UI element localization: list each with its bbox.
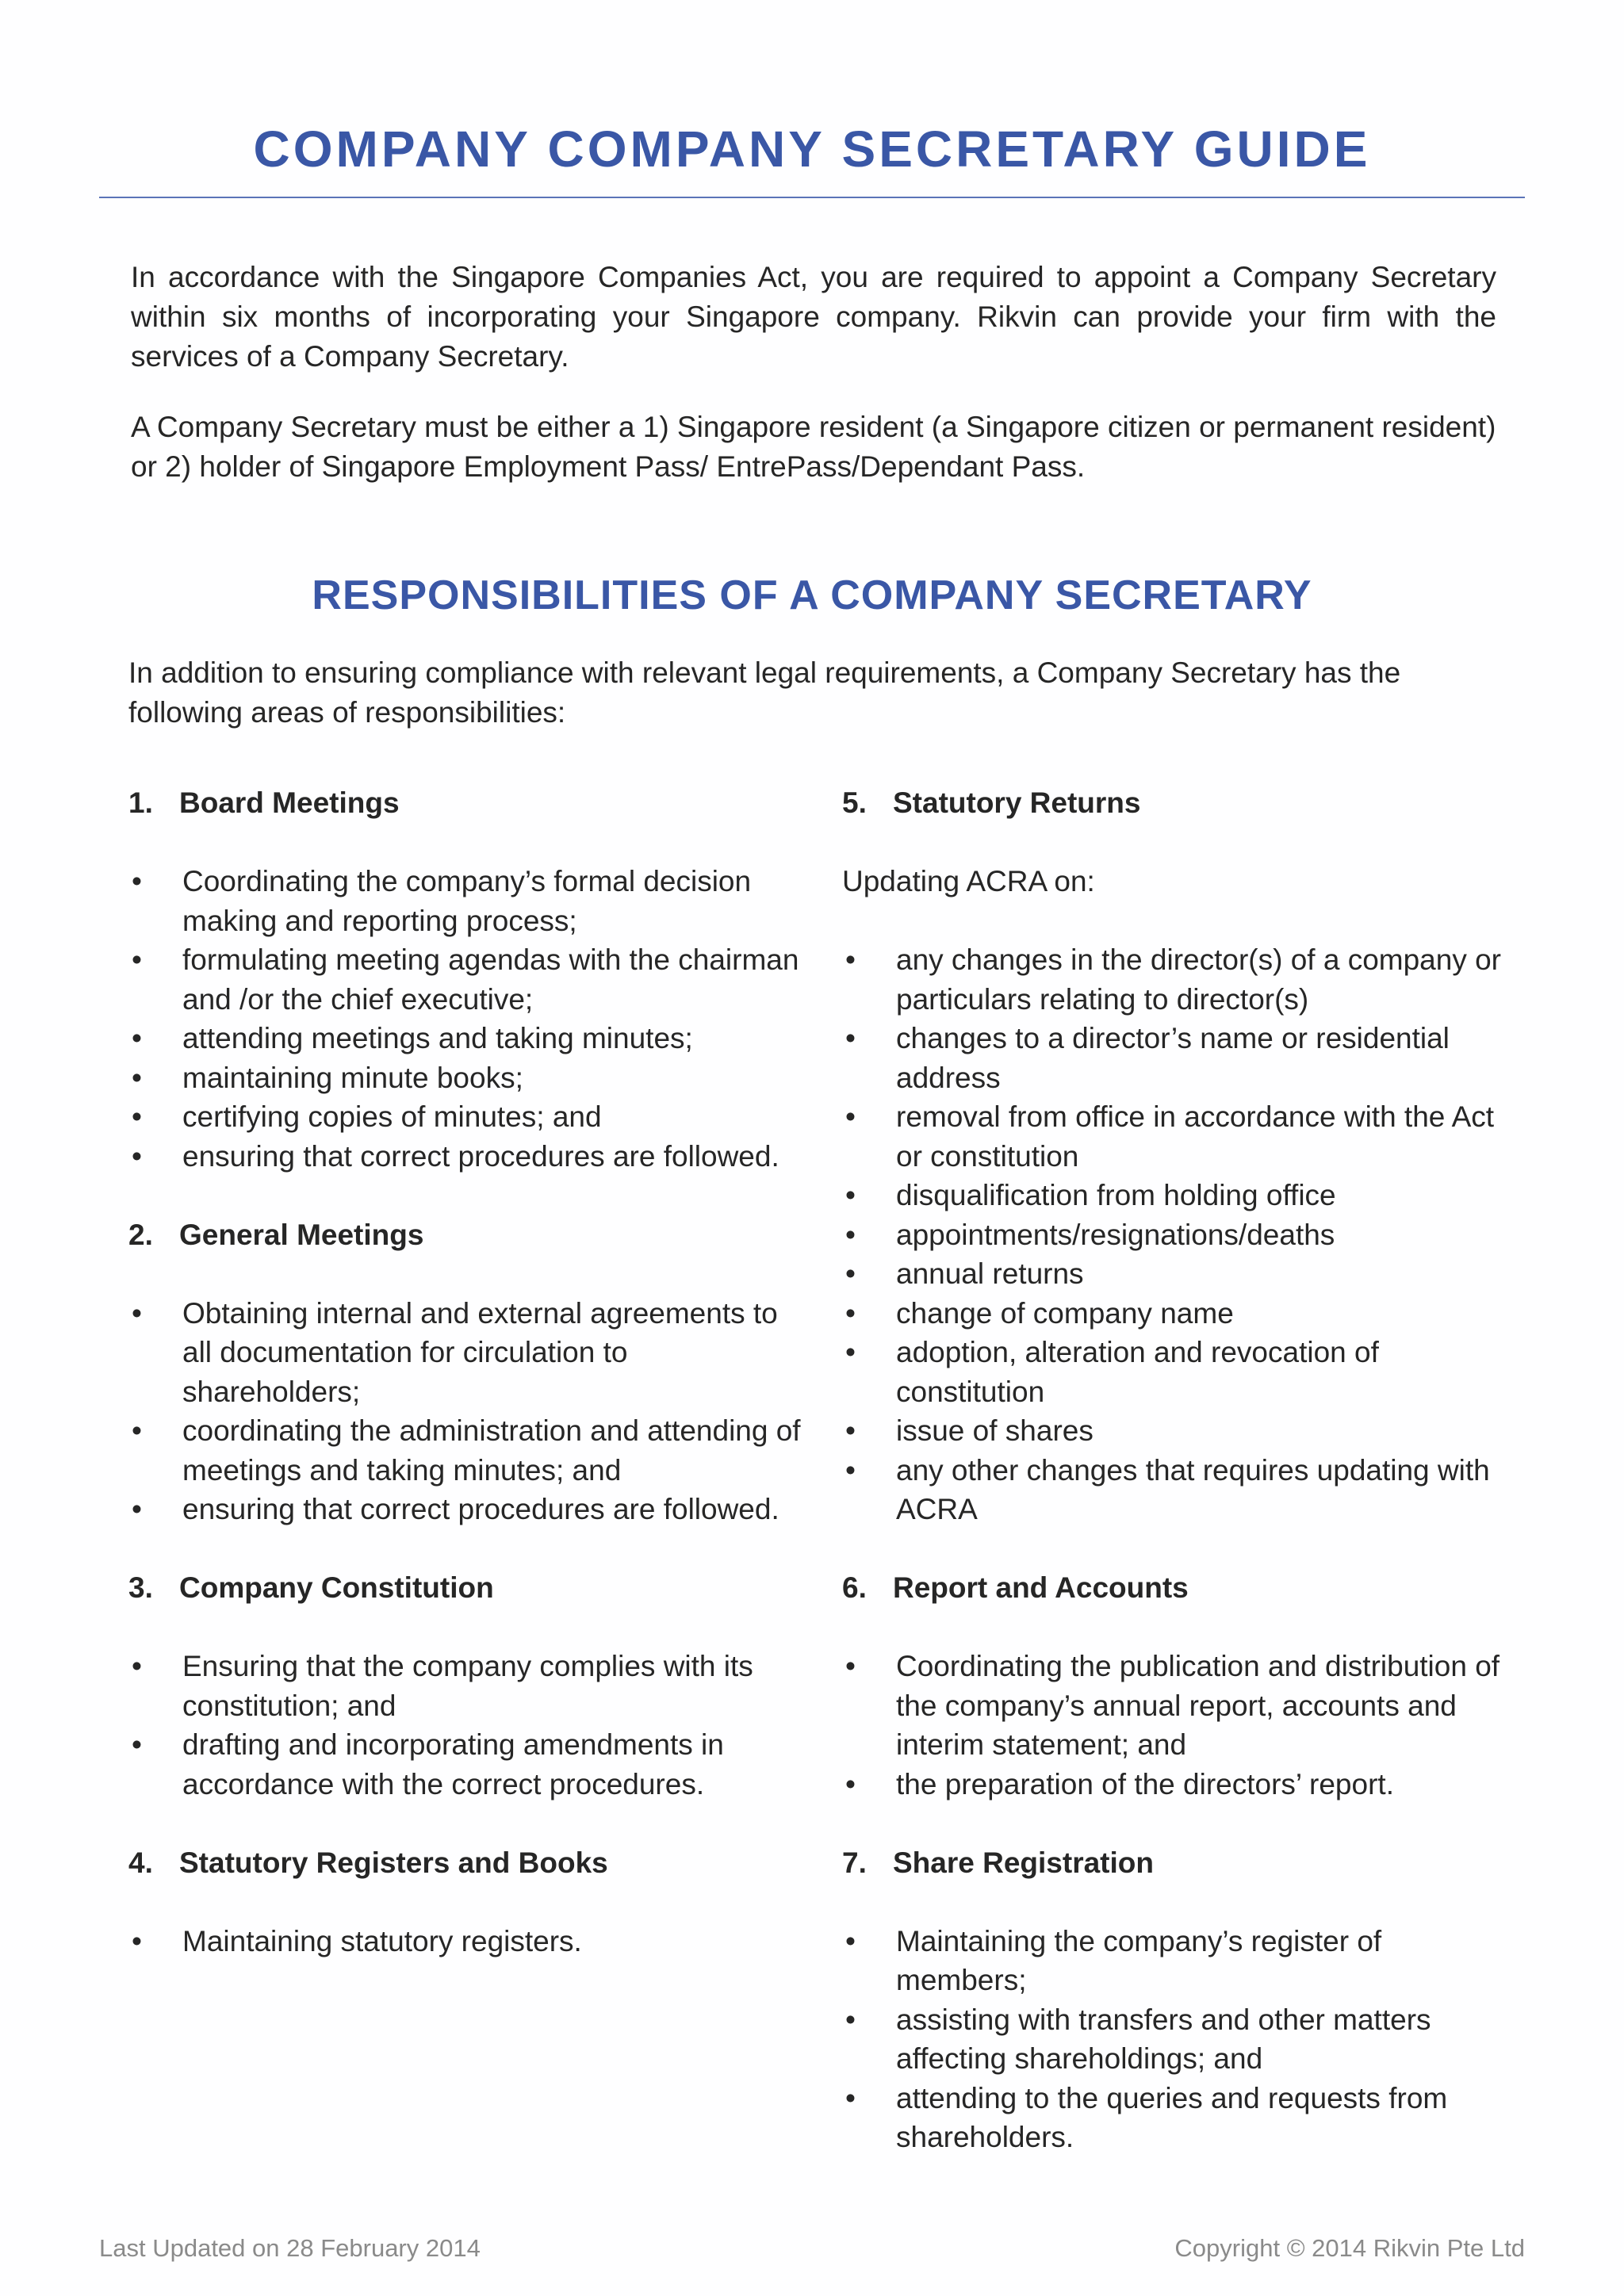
bullet-icon: • — [845, 1022, 856, 1054]
bullet-icon: • — [132, 1061, 142, 1094]
section-general-meetings — [128, 1215, 802, 1529]
section-heading — [842, 1843, 1516, 1883]
list-item: • appointments/resignations/deaths — [842, 1215, 1516, 1255]
bullet-icon: • — [845, 1453, 856, 1487]
list-item: • assisting with transfers and other matters affecting shareholdings; and — [842, 2000, 1516, 2079]
section-heading — [128, 1843, 802, 1883]
list-item: • Coordinating the company’s formal decision making and reporting process; — [128, 862, 802, 940]
list-item: • Obtaining internal and external agreements to all documentation for circulation to shareholders; — [128, 1294, 802, 1412]
section-report-and-accounts — [842, 1568, 1516, 1804]
list-item: • Coordinating the publication and distribution of the company’s annual report, accounts and interim statement; and — [842, 1647, 1516, 1765]
section-title: Share Registration — [893, 1846, 1154, 1879]
list-item: • drafting and incorporating amendments in accordance with the correct procedures. — [128, 1725, 802, 1804]
section-title: General Meetings — [179, 1218, 424, 1251]
bullet-list — [128, 1294, 802, 1529]
bullet-icon: • — [845, 1767, 856, 1800]
section-number: 3. — [128, 1571, 153, 1604]
list-item: • adoption, alteration and revocation of constitution — [842, 1333, 1516, 1411]
bullet-list — [842, 1922, 1516, 2157]
responsibilities-heading: RESPONSIBILITIES OF A COMPANY SECRETARY — [312, 572, 1312, 618]
section-statutory-registers — [128, 1843, 802, 1961]
bullet-icon: • — [132, 1296, 142, 1330]
bullet-icon: • — [845, 1296, 856, 1330]
bullet-list — [842, 1647, 1516, 1804]
list-item: • change of company name — [842, 1294, 1516, 1334]
section-share-registration — [842, 1843, 1516, 2157]
list-item: • coordinating the administration and attending of meetings and taking minutes; and — [128, 1411, 802, 1490]
section-title: Board Meetings — [179, 786, 400, 819]
bullet-icon: • — [845, 943, 856, 976]
last-updated-footer: Last Updated on 28 February 2014 — [99, 2234, 481, 2262]
bullet-icon: • — [845, 1179, 856, 1211]
list-item: • attending meetings and taking minutes; — [128, 1019, 802, 1058]
bullet-icon: • — [132, 1139, 142, 1173]
bullet-icon: • — [132, 1493, 142, 1525]
bullet-icon: • — [132, 1100, 142, 1133]
intro-paragraph-2: A Company Secretary must be either a 1) Singapore resident (a Singapore citizen or permanent resident) or 2) holder of Singapore Employment Pass/ EntrePass/Dependant Pass. — [131, 411, 1496, 483]
list-item: • changes to a director’s name or residential address — [842, 1019, 1516, 1097]
copyright-footer: Copyright © 2014 Rikvin Pte Ltd — [1174, 2234, 1525, 2262]
section-board-meetings — [128, 783, 802, 1176]
section-title: Statutory Registers and Books — [179, 1846, 608, 1879]
bullet-icon: • — [845, 1100, 856, 1133]
right-column — [842, 783, 1516, 2196]
section-title: Report and Accounts — [893, 1571, 1189, 1604]
bullet-list — [128, 1922, 802, 1961]
list-item: • annual returns — [842, 1254, 1516, 1294]
list-item: • any other changes that requires updating with ACRA — [842, 1451, 1516, 1529]
responsibilities-lead: In addition to ensuring compliance with relevant legal requirements, a Company Secretary has the following areas of responsibilities: — [128, 656, 1401, 729]
page-title: COMPANY COMPANY SECRETARY GUIDE — [253, 121, 1371, 178]
list-item: • issue of shares — [842, 1411, 1516, 1451]
bullet-icon: • — [845, 1218, 856, 1251]
bullet-icon: • — [132, 1414, 142, 1447]
title-divider — [99, 197, 1525, 198]
bullet-list — [128, 862, 802, 1176]
bullet-icon: • — [132, 1924, 142, 1957]
section-heading — [128, 783, 802, 823]
bullet-icon: • — [845, 1336, 856, 1368]
section-number: 1. — [128, 786, 153, 819]
bullet-icon: • — [132, 1022, 142, 1054]
list-item: • removal from office in accordance with the Act or constitution — [842, 1097, 1516, 1176]
bullet-icon: • — [132, 1728, 142, 1761]
bullet-icon: • — [845, 1924, 856, 1957]
list-item: • disqualification from holding office — [842, 1176, 1516, 1215]
section-heading — [842, 783, 1516, 823]
section-heading — [128, 1215, 802, 1255]
list-item: • ensuring that correct procedures are followed. — [128, 1137, 802, 1177]
list-item: • any changes in the director(s) of a company or particulars relating to director(s) — [842, 940, 1516, 1019]
section-number: 2. — [128, 1218, 153, 1251]
bullet-icon: • — [132, 865, 142, 897]
section-number: 5. — [842, 786, 867, 819]
section-statutory-returns — [842, 783, 1516, 1529]
list-item: • attending to the queries and requests from shareholders. — [842, 2079, 1516, 2157]
bullet-icon: • — [845, 2003, 856, 2036]
bullet-icon: • — [845, 2081, 856, 2114]
intro-paragraph-1: In accordance with the Singapore Companies Act, you are required to appoint a Company Secretary within six months of incorporating your Singapore company. Rikvin can provide your firm with the services of a Company Secretary. — [131, 261, 1496, 373]
section-heading — [128, 1568, 802, 1608]
bullet-icon: • — [845, 1257, 856, 1290]
bullet-icon: • — [132, 1650, 142, 1682]
left-column — [128, 783, 802, 2000]
section-number: 4. — [128, 1846, 153, 1879]
bullet-icon: • — [132, 943, 142, 976]
bullet-icon: • — [845, 1650, 856, 1682]
list-item: • ensuring that correct procedures are followed. — [128, 1490, 802, 1529]
section-title: Company Constitution — [179, 1571, 494, 1604]
bullet-list — [842, 940, 1516, 1529]
list-item: • Ensuring that the company complies with its constitution; and — [128, 1647, 802, 1725]
list-item: • maintaining minute books; — [128, 1058, 802, 1098]
section-heading — [842, 1568, 1516, 1608]
list-item: • certifying copies of minutes; and — [128, 1097, 802, 1137]
bullet-icon: • — [845, 1414, 856, 1447]
section-title: Statutory Returns — [893, 786, 1141, 819]
list-item: • Maintaining the company’s register of members; — [842, 1922, 1516, 2000]
bullet-list — [128, 1647, 802, 1804]
list-item: • the preparation of the directors’ report. — [842, 1765, 1516, 1804]
list-item: • formulating meeting agendas with the chairman and /or the chief executive; — [128, 940, 802, 1019]
section-number: 7. — [842, 1846, 867, 1879]
list-item: • Maintaining statutory registers. — [128, 1922, 802, 1961]
section-company-constitution — [128, 1568, 802, 1804]
section-number: 6. — [842, 1571, 867, 1604]
section-intro: Updating ACRA on: — [842, 865, 1095, 897]
